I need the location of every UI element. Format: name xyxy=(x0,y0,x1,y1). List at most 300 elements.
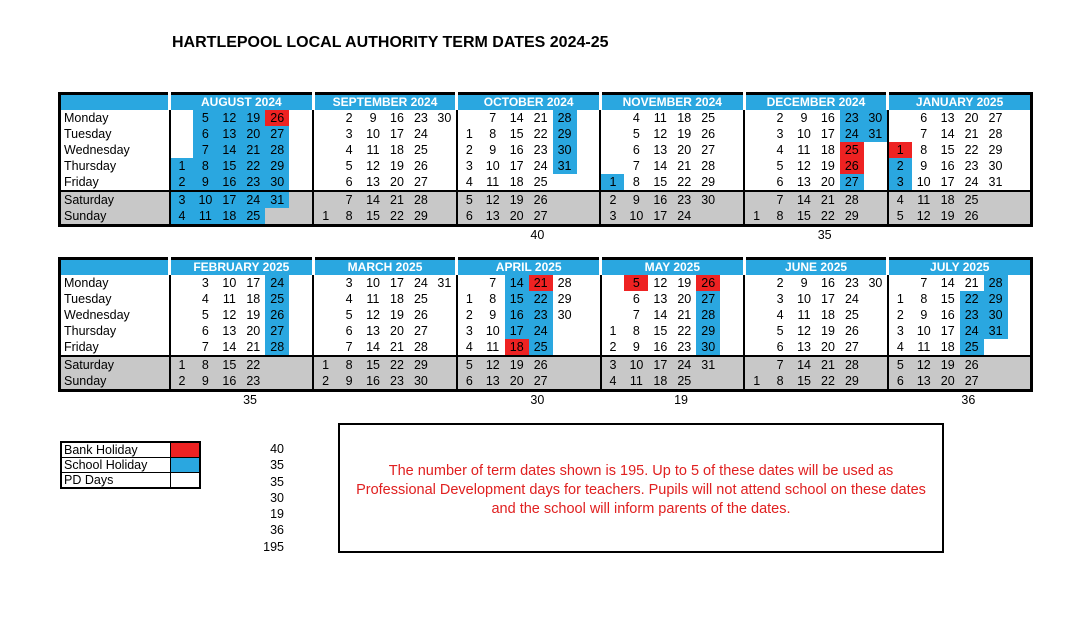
day-label: Saturday xyxy=(60,356,170,373)
date-cell: 21 xyxy=(533,111,548,125)
page-title: HARTLEPOOL LOCAL AUTHORITY TERM DATES 2024-25 xyxy=(172,34,609,51)
date-cell: 19 xyxy=(677,276,692,290)
month-header-row xyxy=(60,94,1032,111)
date-cell: 5 xyxy=(632,127,640,141)
date-cell: 15 xyxy=(505,291,529,307)
date-cell: 14 xyxy=(222,340,237,354)
date-cell: 18 xyxy=(936,191,960,208)
date-cell: 23 xyxy=(840,110,864,126)
totals-summary xyxy=(248,441,284,555)
date-cell: 18 xyxy=(821,308,835,322)
day-label: Tuesday xyxy=(60,291,170,307)
date-cell: 22 xyxy=(964,143,979,157)
date-cell: 1 xyxy=(313,356,337,373)
date-cell: 29 xyxy=(553,126,577,142)
empty-cell xyxy=(744,339,768,356)
date-cell: 13 xyxy=(653,143,668,157)
date-cell: 29 xyxy=(701,175,716,189)
date-cell: 13 xyxy=(217,126,241,142)
date-cell: 10 xyxy=(193,191,217,208)
date-cell: 1 xyxy=(170,158,194,174)
date-cell: 6 xyxy=(888,373,912,391)
day-row-sunday xyxy=(60,208,1032,226)
date-cell: 18 xyxy=(940,340,955,354)
date-cell: 13 xyxy=(912,373,936,391)
empty-cell xyxy=(289,323,313,339)
date-cell: 14 xyxy=(361,191,385,208)
date-cell: 21 xyxy=(385,191,409,208)
empty-cell xyxy=(744,275,768,291)
date-cell: 10 xyxy=(624,208,648,226)
empty-cell xyxy=(170,307,194,323)
date-cell: 1 xyxy=(888,291,912,307)
date-cell: 27 xyxy=(840,174,864,191)
date-cell: 2 xyxy=(776,111,784,125)
date-cell: 26 xyxy=(960,356,984,373)
date-cell: 23 xyxy=(413,111,428,125)
empty-cell xyxy=(313,126,337,142)
date-cell: 3 xyxy=(201,276,209,290)
empty-cell xyxy=(1008,339,1032,356)
date-cell: 31 xyxy=(696,356,720,373)
date-cell: 17 xyxy=(820,127,835,141)
date-cell: 25 xyxy=(701,111,716,125)
date-cell: 4 xyxy=(457,339,481,356)
date-cell: 27 xyxy=(529,208,553,226)
date-cell: 17 xyxy=(509,159,524,173)
date-cell: 12 xyxy=(653,127,668,141)
empty-cell xyxy=(1007,158,1031,174)
date-cell: 22 xyxy=(529,291,553,307)
date-cell: 19 xyxy=(246,308,261,322)
empty-cell xyxy=(1007,142,1031,158)
month-name: JANUARY 2025 xyxy=(888,94,1032,111)
school-holiday-swatch xyxy=(171,458,201,473)
date-cell: 8 xyxy=(768,373,792,391)
date-cell: 2 xyxy=(888,307,912,323)
empty-cell xyxy=(984,191,1008,208)
date-cell: 28 xyxy=(413,340,428,354)
date-cell: 27 xyxy=(844,340,859,354)
day-row-wednesday xyxy=(60,307,1032,323)
date-cell: 8 xyxy=(632,175,640,189)
date-cell: 18 xyxy=(820,143,835,157)
date-cell: 24 xyxy=(960,323,984,339)
empty-cell xyxy=(864,191,888,208)
date-cell: 19 xyxy=(936,208,960,226)
date-cell: 3 xyxy=(888,174,912,191)
empty-cell xyxy=(577,142,601,158)
date-cell: 13 xyxy=(796,175,811,189)
empty-cell xyxy=(313,323,337,339)
date-cell: 26 xyxy=(413,159,428,173)
date-cell: 29 xyxy=(840,373,864,391)
date-cell: 2 xyxy=(776,276,784,290)
empty-cell xyxy=(888,126,912,142)
date-cell: 10 xyxy=(916,324,931,338)
empty-cell xyxy=(313,158,337,174)
date-cell: 22 xyxy=(241,356,265,373)
date-cell: 30 xyxy=(437,111,452,125)
legend xyxy=(60,441,201,489)
date-cell: 26 xyxy=(265,307,289,323)
date-cell: 21 xyxy=(246,340,261,354)
date-cell: 27 xyxy=(960,373,984,391)
day-row-thursday xyxy=(60,158,1032,174)
empty-cell xyxy=(433,158,457,174)
empty-cell xyxy=(864,323,888,339)
empty-cell xyxy=(553,323,577,339)
date-cell: 24 xyxy=(529,323,553,339)
date-cell: 18 xyxy=(648,373,672,391)
legend-label: School Holiday xyxy=(61,458,171,473)
date-cell: 22 xyxy=(677,324,692,338)
date-cell: 20 xyxy=(390,175,404,189)
date-cell: 25 xyxy=(672,373,696,391)
legend-label: PD Days xyxy=(61,473,171,489)
empty-cell xyxy=(289,191,313,208)
date-cell: 21 xyxy=(529,275,553,291)
date-cell: 31 xyxy=(864,126,888,142)
date-cell: 4 xyxy=(457,174,481,191)
date-cell: 7 xyxy=(489,276,497,290)
date-cell: 29 xyxy=(557,292,572,306)
summary-value: 35 xyxy=(270,474,284,489)
date-cell: 30 xyxy=(409,373,433,391)
date-cell: 27 xyxy=(413,324,428,338)
empty-cell xyxy=(600,110,624,126)
date-cell: 27 xyxy=(988,111,1003,125)
date-cell: 25 xyxy=(529,339,553,356)
date-cell: 22 xyxy=(241,158,265,174)
date-cell: 6 xyxy=(632,143,640,157)
empty-cell xyxy=(265,356,289,373)
date-cell: 8 xyxy=(193,356,217,373)
date-cell: 2 xyxy=(170,174,194,191)
empty-cell xyxy=(864,307,888,323)
header-corner xyxy=(60,259,170,276)
date-cell: 12 xyxy=(796,159,811,173)
empty-cell xyxy=(577,110,601,126)
date-cell: 14 xyxy=(940,276,955,290)
date-cell: 3 xyxy=(345,276,353,290)
date-cell: 20 xyxy=(936,373,960,391)
month-total: 36 xyxy=(961,393,976,407)
date-cell: 30 xyxy=(696,339,720,356)
month-name: OCTOBER 2024 xyxy=(457,94,601,111)
date-cell: 6 xyxy=(193,126,217,142)
date-cell: 26 xyxy=(844,324,859,338)
date-cell: 14 xyxy=(509,111,524,125)
empty-cell xyxy=(313,275,337,291)
empty-cell xyxy=(744,307,768,323)
date-cell: 26 xyxy=(529,356,553,373)
date-cell: 17 xyxy=(821,292,835,306)
date-cell: 31 xyxy=(265,191,289,208)
day-row-friday xyxy=(60,339,1032,356)
date-cell: 24 xyxy=(413,276,428,290)
date-cell: 23 xyxy=(677,340,692,354)
month-total: 30 xyxy=(530,393,545,407)
empty-cell xyxy=(313,339,337,356)
empty-cell xyxy=(744,291,768,307)
empty-cell xyxy=(577,208,601,226)
month-name: SEPTEMBER 2024 xyxy=(313,94,457,111)
date-cell: 1 xyxy=(744,373,768,391)
empty-cell xyxy=(170,142,194,158)
date-cell: 11 xyxy=(912,191,936,208)
date-cell: 20 xyxy=(677,143,692,157)
date-cell: 18 xyxy=(390,143,404,157)
date-cell: 28 xyxy=(265,142,289,158)
empty-cell xyxy=(265,373,289,391)
date-cell: 31 xyxy=(984,323,1008,339)
date-cell: 24 xyxy=(265,275,289,291)
empty-cell xyxy=(577,126,601,142)
empty-cell xyxy=(170,275,194,291)
empty-cell xyxy=(313,142,337,158)
date-cell: 30 xyxy=(868,276,883,290)
empty-cell xyxy=(433,373,457,391)
month-name: FEBRUARY 2025 xyxy=(170,259,314,276)
date-cell: 20 xyxy=(964,111,979,125)
empty-cell xyxy=(433,174,457,191)
empty-cell xyxy=(696,208,720,226)
date-cell: 8 xyxy=(489,127,497,141)
date-cell: 26 xyxy=(840,158,864,174)
month-total: 19 xyxy=(674,393,688,407)
date-cell: 24 xyxy=(840,126,864,142)
date-cell: 13 xyxy=(481,373,505,391)
date-cell: 12 xyxy=(912,208,936,226)
date-cell: 1 xyxy=(744,208,768,226)
empty-cell xyxy=(984,356,1008,373)
date-cell: 11 xyxy=(797,308,811,322)
date-cell: 8 xyxy=(489,292,497,306)
date-cell: 6 xyxy=(201,324,209,338)
empty-cell xyxy=(864,339,888,356)
date-cell: 19 xyxy=(505,191,529,208)
date-cell: 12 xyxy=(481,356,505,373)
empty-cell xyxy=(864,174,888,191)
date-cell: 26 xyxy=(960,208,984,226)
month-total: 35 xyxy=(243,393,257,407)
date-cell: 26 xyxy=(413,308,428,322)
day-label: Thursday xyxy=(60,323,170,339)
month-name: JULY 2025 xyxy=(888,259,1032,276)
empty-cell xyxy=(313,110,337,126)
date-cell: 8 xyxy=(193,158,217,174)
date-cell: 24 xyxy=(964,175,979,189)
empty-cell xyxy=(1008,356,1032,373)
date-cell: 19 xyxy=(505,356,529,373)
date-cell: 2 xyxy=(170,373,194,391)
date-cell: 29 xyxy=(984,291,1008,307)
empty-cell xyxy=(888,110,912,126)
date-cell: 5 xyxy=(345,159,353,173)
date-cell: 18 xyxy=(677,111,692,125)
date-cell: 2 xyxy=(313,373,337,391)
date-cell: 18 xyxy=(246,292,261,306)
empty-cell xyxy=(720,275,744,291)
date-cell: 16 xyxy=(653,340,668,354)
date-cell: 6 xyxy=(776,175,784,189)
date-cell: 30 xyxy=(984,307,1008,323)
date-cell: 6 xyxy=(457,208,481,226)
summary-value: 40 xyxy=(270,442,284,456)
date-cell: 21 xyxy=(677,308,692,322)
date-cell: 24 xyxy=(844,292,859,306)
empty-cell xyxy=(577,191,601,208)
date-cell: 7 xyxy=(768,356,792,373)
empty-cell xyxy=(433,208,457,226)
date-cell: 26 xyxy=(696,275,720,291)
month-name: DECEMBER 2024 xyxy=(744,94,888,111)
date-cell: 16 xyxy=(361,373,385,391)
date-cell: 14 xyxy=(653,308,668,322)
date-cell: 11 xyxy=(624,373,648,391)
empty-cell xyxy=(313,291,337,307)
empty-cell xyxy=(457,110,481,126)
date-cell: 10 xyxy=(485,324,500,338)
date-cell: 5 xyxy=(776,159,784,173)
date-cell: 20 xyxy=(390,324,404,338)
date-cell: 16 xyxy=(648,191,672,208)
empty-cell xyxy=(265,208,289,226)
date-cell: 30 xyxy=(864,110,888,126)
date-cell: 14 xyxy=(792,356,816,373)
date-cell: 15 xyxy=(940,292,955,306)
date-cell: 22 xyxy=(960,291,984,307)
date-cell: 11 xyxy=(193,208,217,226)
empty-cell xyxy=(289,356,313,373)
date-cell: 24 xyxy=(672,356,696,373)
date-cell: 28 xyxy=(696,307,720,323)
empty-cell xyxy=(984,339,1008,356)
date-cell: 11 xyxy=(653,111,667,125)
date-cell: 3 xyxy=(600,208,624,226)
date-cell: 9 xyxy=(800,111,808,125)
date-cell: 18 xyxy=(217,208,241,226)
date-cell: 16 xyxy=(940,159,955,173)
date-cell: 15 xyxy=(792,208,816,226)
date-cell: 8 xyxy=(632,324,640,338)
date-cell: 2 xyxy=(345,111,353,125)
date-cell: 4 xyxy=(888,191,912,208)
empty-cell xyxy=(433,126,457,142)
empty-cell xyxy=(433,339,457,356)
date-cell: 29 xyxy=(265,158,289,174)
date-cell: 28 xyxy=(265,339,289,356)
empty-cell xyxy=(720,142,744,158)
day-row-monday xyxy=(60,275,1032,291)
empty-cell xyxy=(433,323,457,339)
empty-cell xyxy=(577,323,601,339)
empty-cell xyxy=(864,373,888,391)
date-cell: 22 xyxy=(385,356,409,373)
empty-cell xyxy=(577,339,601,356)
date-cell: 17 xyxy=(390,127,404,141)
date-cell: 17 xyxy=(940,175,955,189)
date-cell: 27 xyxy=(696,291,720,307)
empty-cell xyxy=(864,158,888,174)
date-cell: 1 xyxy=(457,126,481,142)
date-cell: 7 xyxy=(920,276,928,290)
day-label: Saturday xyxy=(60,191,170,208)
empty-cell xyxy=(744,158,768,174)
empty-cell xyxy=(984,208,1008,226)
date-cell: 13 xyxy=(481,208,505,226)
empty-cell xyxy=(1007,191,1031,208)
empty-cell xyxy=(1008,307,1032,323)
pd-days-swatch xyxy=(171,473,201,489)
day-row-saturday xyxy=(60,191,1032,208)
date-cell: 19 xyxy=(936,356,960,373)
date-cell: 30 xyxy=(696,191,720,208)
date-cell: 10 xyxy=(485,159,500,173)
date-cell: 23 xyxy=(844,276,859,290)
empty-cell xyxy=(577,174,601,191)
date-cell: 5 xyxy=(457,191,481,208)
date-cell: 15 xyxy=(653,175,668,189)
day-label: Wednesday xyxy=(60,307,170,323)
date-cell: 3 xyxy=(170,191,194,208)
day-row-monday xyxy=(60,110,1032,126)
empty-cell xyxy=(433,307,457,323)
date-cell: 10 xyxy=(366,127,380,141)
date-cell: 28 xyxy=(409,191,433,208)
date-cell: 10 xyxy=(796,127,811,141)
empty-cell xyxy=(720,208,744,226)
date-cell: 3 xyxy=(776,127,784,141)
date-cell: 31 xyxy=(437,276,452,290)
date-cell: 19 xyxy=(677,127,692,141)
date-cell: 12 xyxy=(366,159,380,173)
date-cell: 17 xyxy=(648,208,672,226)
date-cell: 10 xyxy=(916,175,931,189)
date-cell: 3 xyxy=(888,323,912,339)
date-cell: 3 xyxy=(601,356,625,373)
date-cell: 12 xyxy=(222,308,237,322)
date-cell: 1 xyxy=(600,174,624,191)
date-cell: 30 xyxy=(265,174,289,191)
empty-cell xyxy=(744,356,768,373)
empty-cell xyxy=(744,323,768,339)
date-cell: 15 xyxy=(361,356,385,373)
date-cell: 25 xyxy=(840,142,864,158)
date-cell: 2 xyxy=(457,142,481,158)
month-name: JUNE 2025 xyxy=(744,259,888,276)
empty-cell xyxy=(1008,291,1032,307)
date-cell: 16 xyxy=(509,143,524,157)
empty-cell xyxy=(577,291,601,307)
date-cell: 4 xyxy=(776,143,784,157)
date-cell: 14 xyxy=(792,191,816,208)
date-cell: 25 xyxy=(533,175,548,189)
empty-cell xyxy=(289,208,313,226)
date-cell: 26 xyxy=(529,191,553,208)
date-cell: 18 xyxy=(390,292,404,306)
empty-cell xyxy=(864,291,888,307)
date-cell: 23 xyxy=(964,159,979,173)
date-cell: 20 xyxy=(241,126,265,142)
day-label: Friday xyxy=(60,339,170,356)
date-cell: 25 xyxy=(413,143,428,157)
date-cell: 16 xyxy=(940,308,955,322)
month-name: MARCH 2025 xyxy=(313,259,457,276)
date-cell: 30 xyxy=(553,142,577,158)
date-cell: 18 xyxy=(509,175,524,189)
